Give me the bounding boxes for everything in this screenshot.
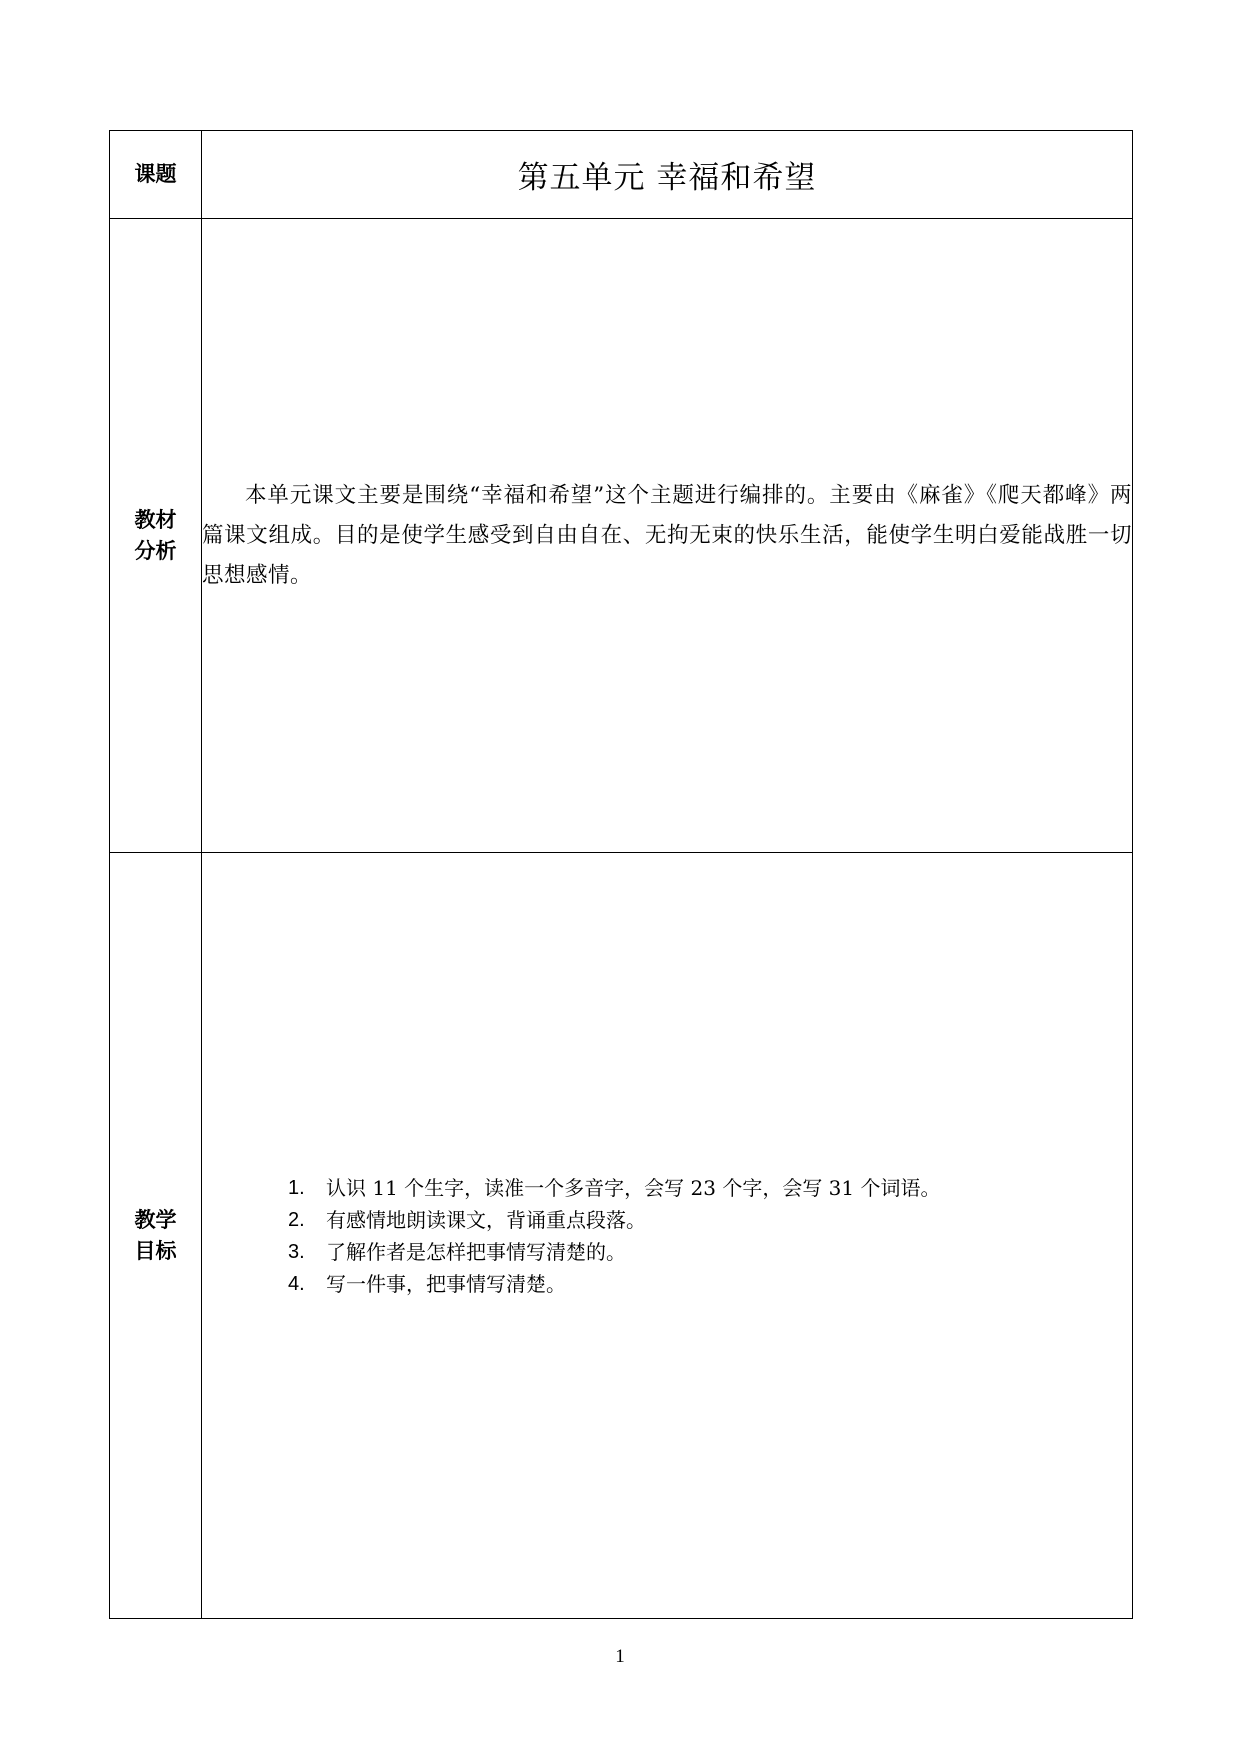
analysis-row (110, 219, 1133, 853)
list-item-text: 有感情地朗读课文，背诵重点段落。 (326, 1207, 646, 1232)
analysis-text: 本单元课文主要是围绕“幸福和希望”这个主题进行编排的。主要由《麻雀》《爬天都峰》两篇课文组成。目的是使学生感受到自由自在、无拘无束的快乐生活，能使学生明白爱能战胜一切思想感情。 (202, 482, 1132, 588)
unit-title: 第五单元 幸福和希望 (202, 131, 1133, 219)
list-item-number: 3. (288, 1240, 305, 1263)
list-item-number: 2. (288, 1208, 305, 1231)
title-label: 课题 (134, 162, 177, 186)
analysis-label-cell (110, 219, 202, 853)
list-item-text: 认识 11 个生字，读准一个多音字，会写 23 个字，会写 31 个词语。 (326, 1175, 941, 1200)
list-item-number: 1. (288, 1176, 305, 1199)
list-item (288, 1204, 1132, 1236)
analysis-content-cell (202, 219, 1133, 853)
list-item (288, 1172, 1132, 1204)
title-row (110, 131, 1133, 219)
goals-row (110, 853, 1133, 1619)
page-number: 1 (615, 1646, 625, 1667)
goals-label-cell (110, 853, 202, 1619)
list-item (288, 1268, 1132, 1300)
lesson-plan-table (109, 130, 1133, 1619)
goals-list (202, 1172, 1132, 1300)
title-label-cell (110, 131, 202, 219)
goals-label: 教学目标 (134, 1207, 177, 1263)
goals-content-cell (202, 853, 1133, 1619)
analysis-label: 教材分析 (134, 507, 177, 563)
list-item-number: 4. (288, 1272, 305, 1295)
list-item-text: 了解作者是怎样把事情写清楚的。 (326, 1239, 626, 1264)
list-item (288, 1236, 1132, 1268)
list-item-text: 写一件事，把事情写清楚。 (326, 1271, 566, 1296)
